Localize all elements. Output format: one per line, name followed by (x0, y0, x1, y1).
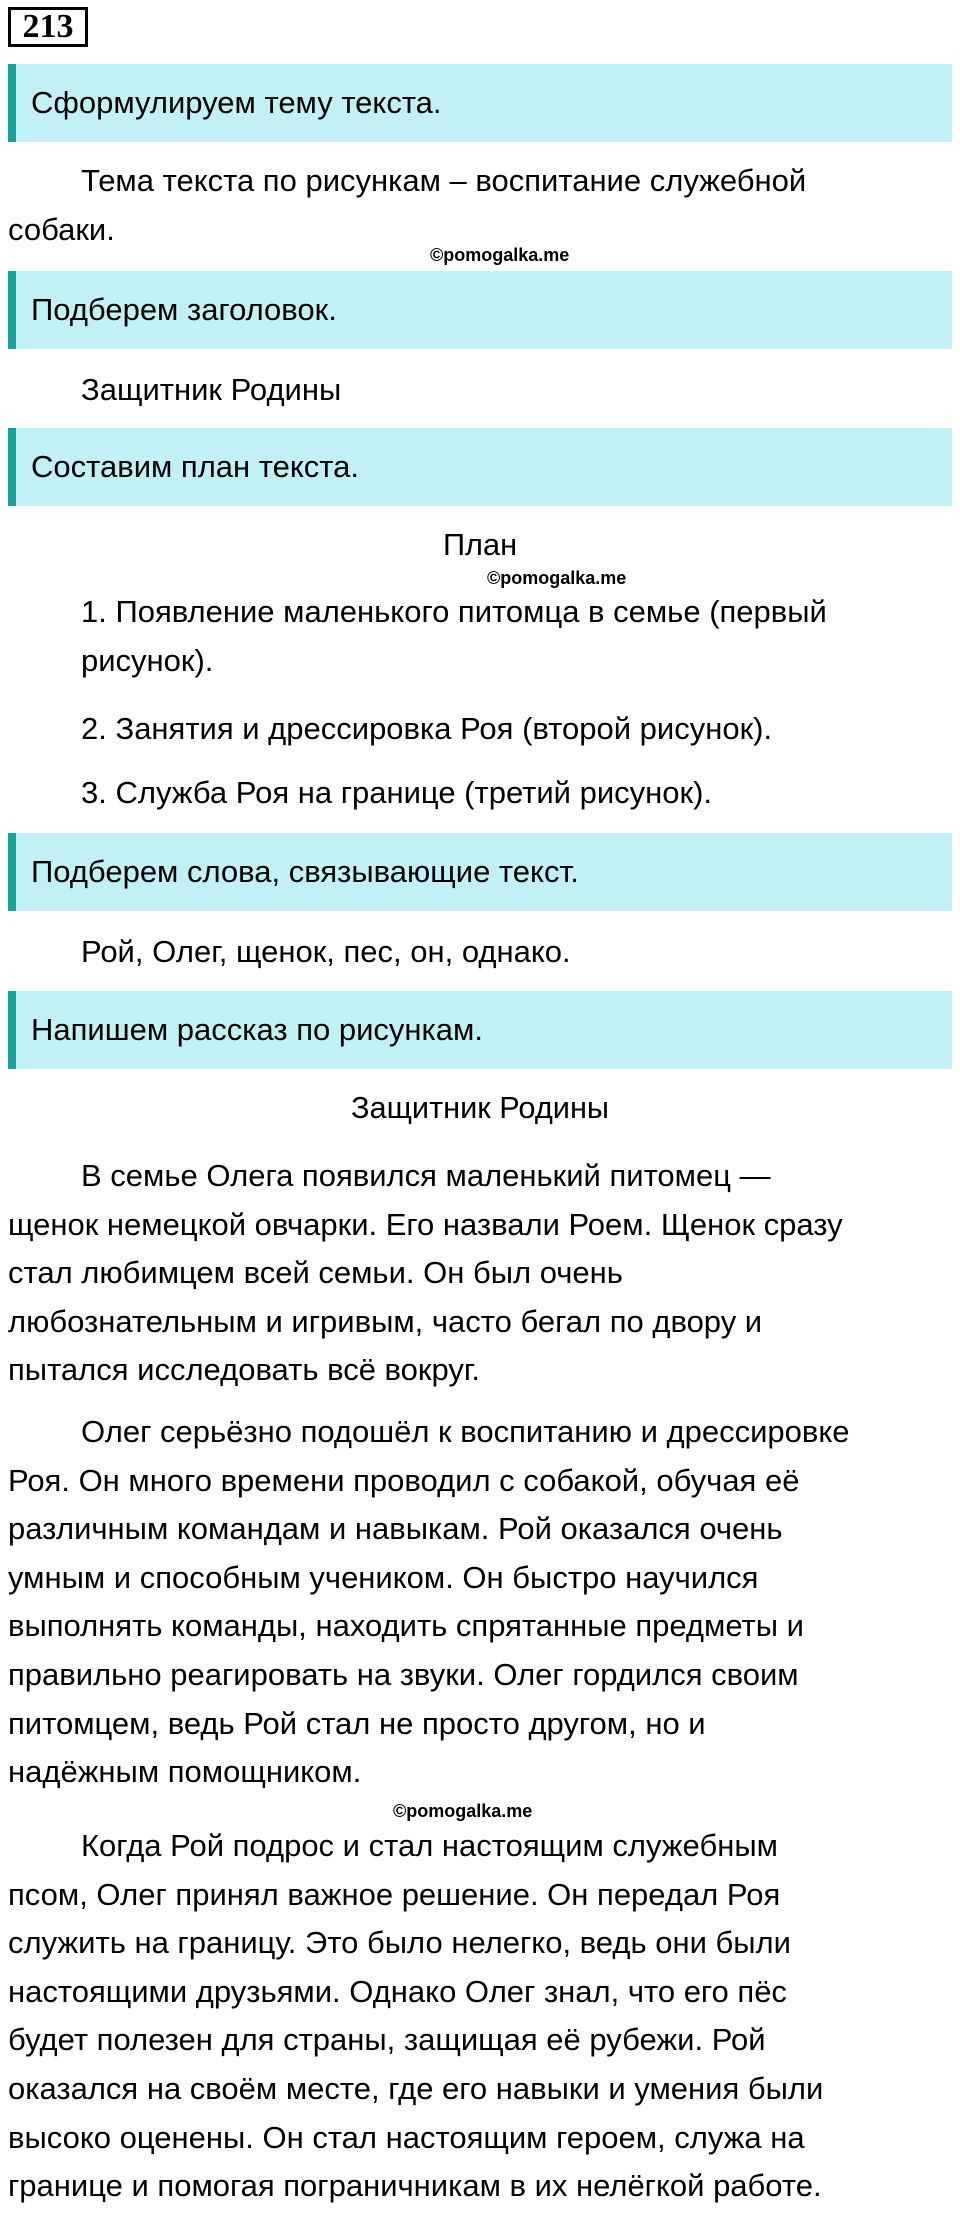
watermark: ©pomogalka.me (487, 568, 627, 588)
section-banner-plan: Составим план текста. (8, 428, 952, 506)
task-number: 213 (8, 7, 88, 47)
story-line: различным командам и навыкам. Рой оказался очень (8, 1511, 783, 1547)
story-line: служить на границу. Это было нелегко, ведь они были (8, 1925, 791, 1961)
story-line: настоящими друзьями. Однако Олег знал, что его пёс (8, 1973, 787, 2009)
theme-line: Тема текста по рисункам – воспитание служебной (81, 163, 807, 198)
story-line: надёжным помощником. (8, 1754, 362, 1790)
story-line: Когда Рой подрос и стал настоящим служебным (81, 1828, 778, 1863)
section-banner-words: Подберем слова, связывающие текст. (8, 833, 952, 911)
watermark: ©pomogalka.me (430, 245, 570, 265)
story-line: стал любимцем всей семьи. Он был очень (8, 1255, 623, 1291)
story-line: питомцем, ведь Рой стал не просто другом, но и (8, 1705, 706, 1741)
story-line: правильно реагировать на звуки. Олег гордился своим (8, 1656, 799, 1692)
story-line: щенок немецкой овчарки. Его назвали Роем. Щенок сразу (8, 1206, 843, 1242)
story-line: умным и способным учеником. Он быстро научился (8, 1559, 759, 1595)
story-paragraph-2 (8, 1408, 850, 1797)
section-banner-story: Напишем рассказ по рисункам. (8, 991, 952, 1069)
theme-paragraph (8, 157, 806, 254)
story-line: выполнять команды, находить спрятанные предметы и (8, 1608, 804, 1644)
plan-heading: План (442, 527, 518, 562)
section-banner-title: Подберем заголовок. (8, 271, 952, 349)
story-line: любознательным и игривым, часто бегал по двору и (8, 1303, 763, 1339)
watermark: ©pomogalka.me (393, 1801, 533, 1821)
story-line: будет полезен для страны, защищая её рубежи. Рой (8, 2022, 766, 2058)
linking-words: Рой, Олег, щенок, пес, он, однако. (81, 934, 571, 969)
story-line: Олег серьёзно подошёл к воспитанию и дрессировке (81, 1414, 850, 1449)
story-line: границе и помогая пограничникам в их нелёгкой работе. (8, 2168, 822, 2204)
story-line: Роя. Он много времени проводил с собакой, обучая её (8, 1462, 800, 1498)
story-paragraph-1 (8, 1152, 843, 1395)
plan-line: 1. Появление маленького питомца в семье (первый (81, 594, 827, 629)
story-line: В семье Олега появился маленький питомец — (81, 1158, 771, 1193)
story-paragraph-3 (8, 1822, 823, 2211)
title-answer: Защитник Родины (81, 372, 342, 407)
story-line: оказался на своём месте, где его навыки и умения были (8, 2070, 824, 2106)
story-line: пытался исследовать всё вокруг. (8, 1352, 481, 1388)
story-title: Защитник Родины (350, 1090, 610, 1125)
plan-item-3: 3. Служба Роя на границе (третий рисунок). (81, 775, 713, 810)
section-banner-theme: Сформулируем тему текста. (8, 64, 952, 142)
story-line: высоко оценены. Он стал настоящим героем, служа на (8, 2119, 805, 2155)
theme-line: собаки. (8, 211, 115, 247)
story-line: псом, Олег принял важное решение. Он передал Роя (8, 1876, 781, 1912)
plan-item-1 (81, 588, 827, 685)
plan-line: рисунок). (81, 642, 214, 678)
plan-item-2: 2. Занятия и дрессировка Роя (второй рисунок). (81, 711, 773, 746)
